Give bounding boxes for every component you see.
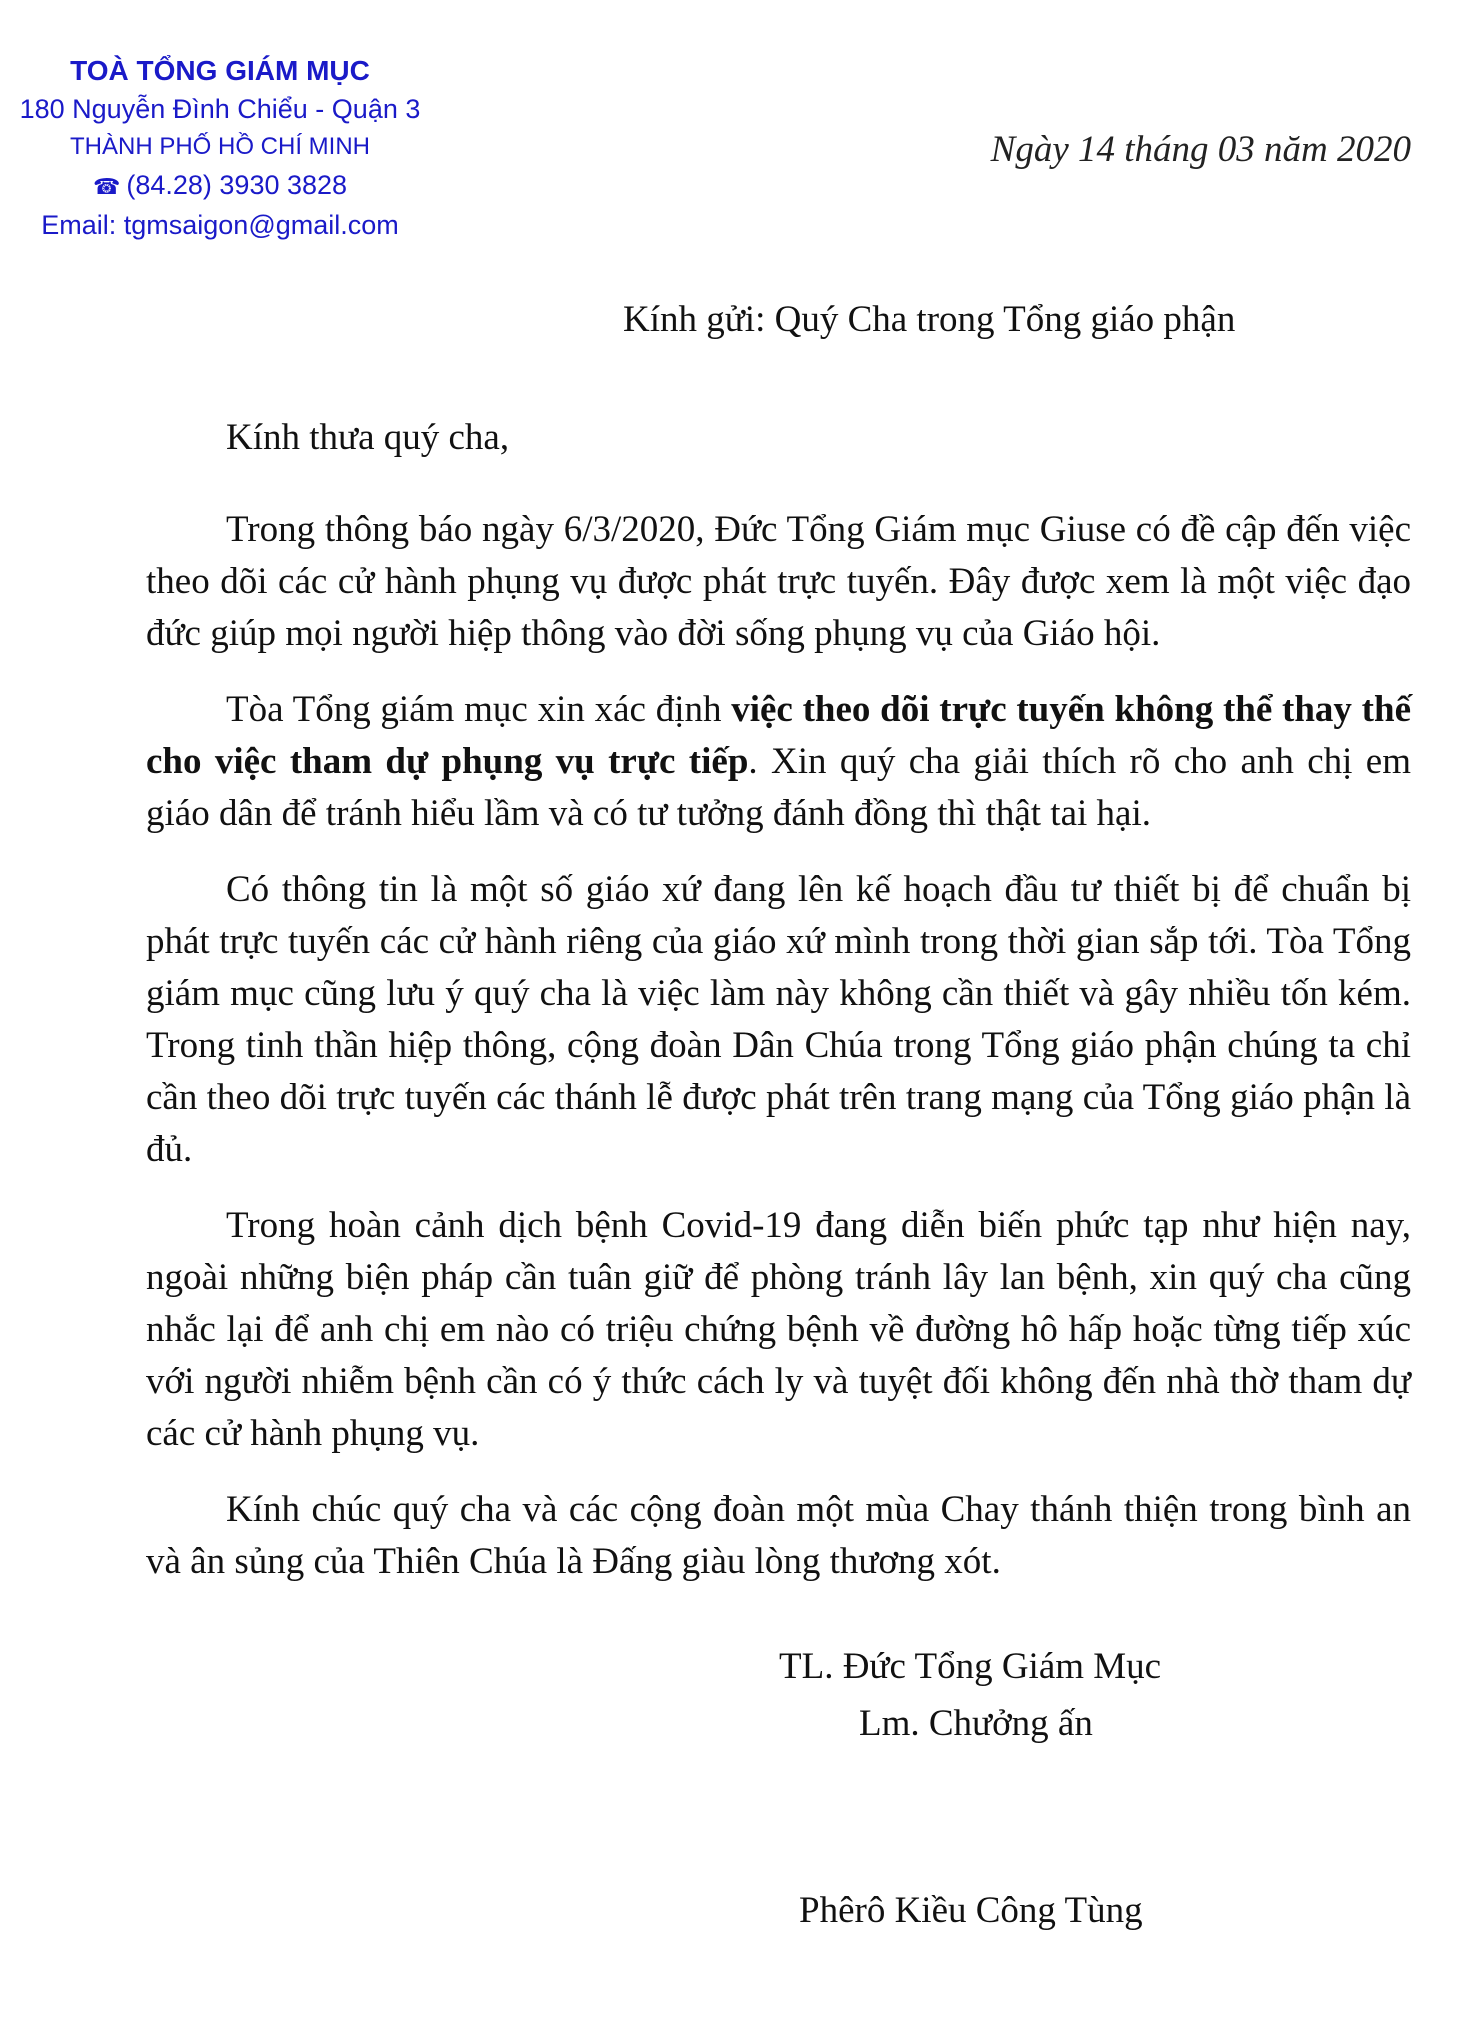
paragraph-1: Trong thông báo ngày 6/3/2020, Đức Tổng Giám mục Giuse có đề cập đến việc theo dõi các cử hành phụng vụ được phát trực tuyến. Đây được xem là một việc đạo đức giúp mọi người hiệp thông vào đời sống phụng vụ của Giáo hội. (146, 509, 1411, 654)
paragraph-2-end: . Xin quý cha giải thích rõ cho anh chị em giáo dân để tránh hiểu lầm và có tư tưởng đánh đồng thì thật tai hại. (146, 741, 1411, 834)
paragraph-2 (146, 684, 1411, 840)
paragraph-3: Có thông tin là một số giáo xứ đang lên kế hoạch đầu tư thiết bị để chuẩn bị phát trực tuyến các cử hành riêng của giáo xứ mình trong thời gian sắp tới. Tòa Tổng giám mục cũng lưu ý quý cha là việc làm này không cần thiết và gây nhiều tốn kém. Trong tinh thần hiệp thông, cộng đoàn Dân Chúa trong Tổng giáo phận chúng ta chỉ cần theo dõi trực tuyến các thánh lễ được phát trên trang mạng của Tổng giáo phận là đủ. (146, 869, 1411, 1170)
paragraph-4: Trong hoàn cảnh dịch bệnh Covid-19 đang diễn biến phức tạp như hiện nay, ngoài những biện pháp cần tuân giữ để phòng tránh lây lan bệnh, xin quý cha cũng nhắc lại để anh chị em nào có triệu chứng bệnh về đường hô hấp hoặc từng tiếp xúc với người nhiễm bệnh cần có ý thức cách ly và tuyệt đối không đến nhà thờ tham dự các cử hành phụng vụ. (146, 1205, 1411, 1454)
organization-address: 180 Nguyễn Đình Chiểu - Quận 3 (19, 94, 421, 124)
organization-name: TOÀ TỔNG GIÁM MỤC (70, 55, 370, 86)
salutation: Kính thưa quý cha, (226, 417, 510, 458)
organization-phone-line (0, 166, 440, 206)
paragraph-2-start: Tòa Tổng giám mục xin xác định (226, 689, 732, 730)
signature-role: Lm. Chưởng ấn (859, 1703, 1093, 1744)
letter-date: Ngày 14 tháng 03 năm 2020 (990, 129, 1411, 170)
organization-phone: (84.28) 3930 3828 (126, 170, 348, 200)
phone-icon: ☎ (92, 174, 121, 199)
signature-title: TL. Đức Tổng Giám Mục (779, 1646, 1162, 1687)
letter-body (146, 504, 1411, 1612)
letterhead (0, 52, 440, 244)
organization-city: THÀNH PHỐ HỒ CHÍ MINH (70, 133, 370, 160)
paragraph-2-emphasis: việc theo dõi trực tuyến không thể thay thế cho việc tham dự phụng vụ trực tiếp (146, 689, 1411, 782)
recipient-line: Kính gửi: Quý Cha trong Tổng giáo phận (623, 299, 1236, 340)
signer-name: Phêrô Kiều Công Tùng (799, 1890, 1143, 1931)
paragraph-5: Kính chúc quý cha và các cộng đoàn một mùa Chay thánh thiện trong bình an và ân sủng của Thiên Chúa là Đấng giàu lòng thương xót. (146, 1489, 1411, 1582)
organization-email: Email: tgmsaigon@gmail.com (41, 210, 399, 240)
